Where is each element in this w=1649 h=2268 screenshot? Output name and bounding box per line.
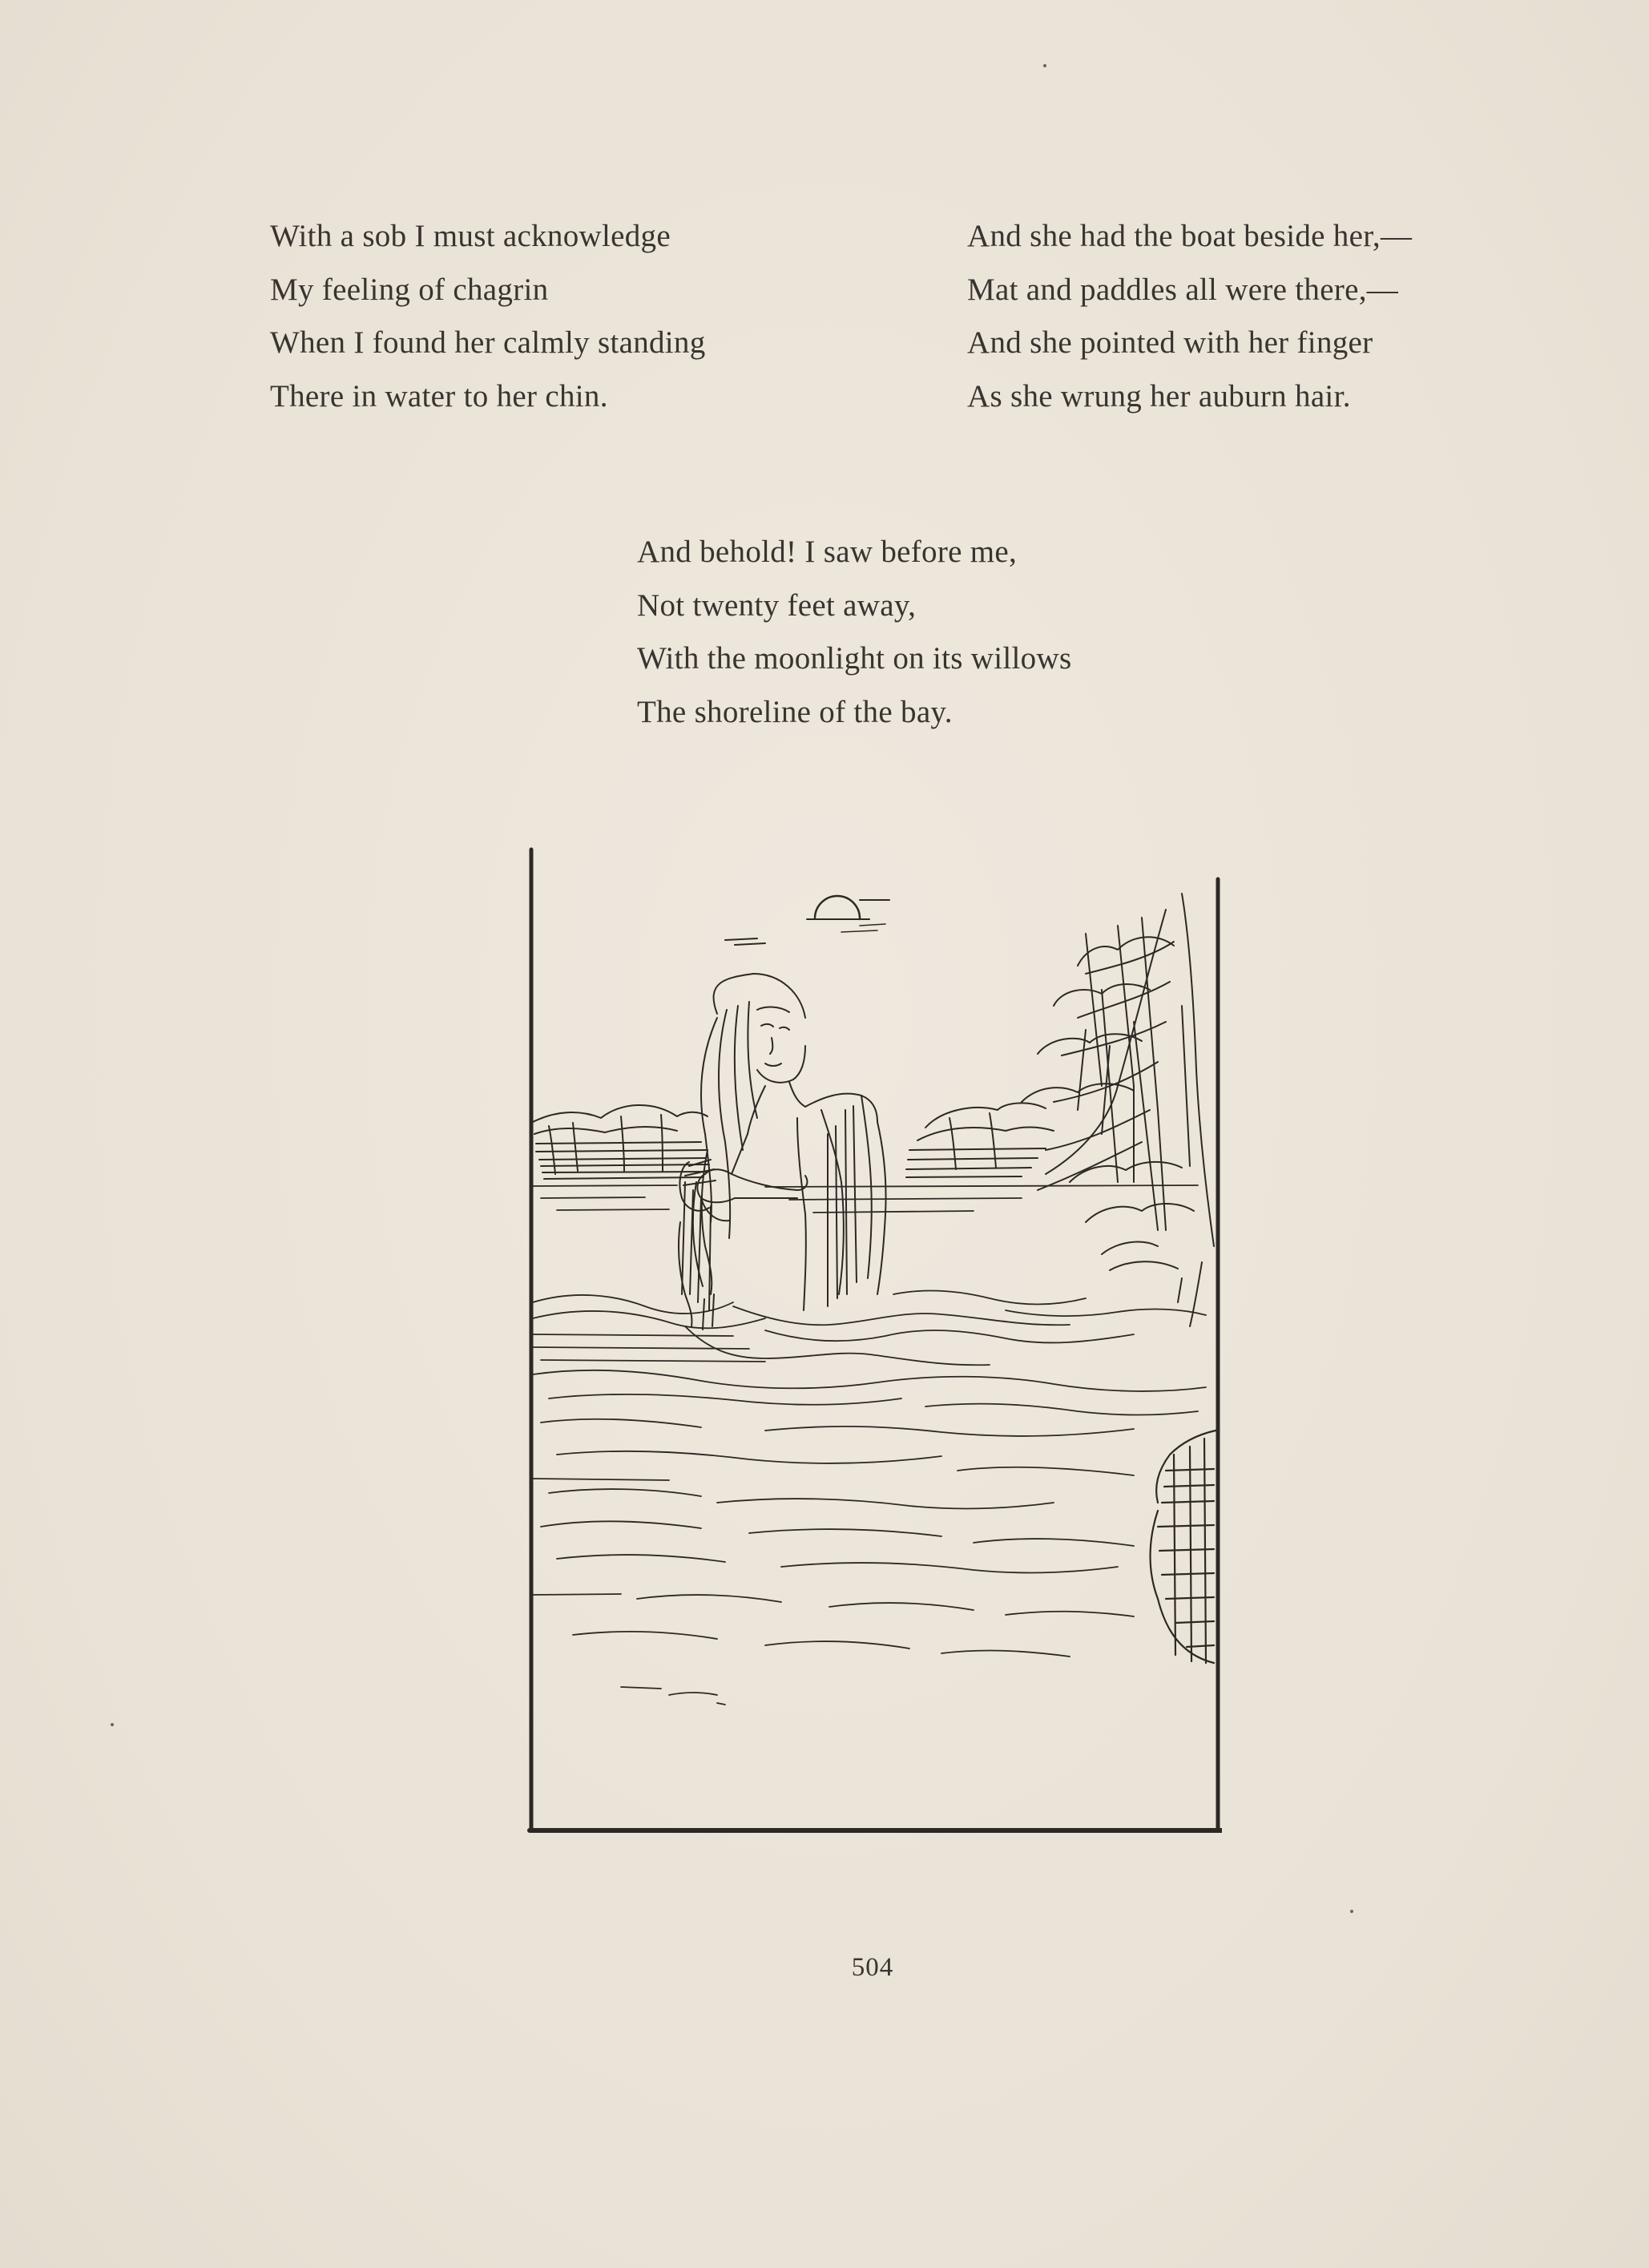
- verse-line: Not twenty feet away,: [637, 587, 917, 623]
- verse-line: With a sob I must acknowledge: [270, 219, 671, 253]
- page-number: 504: [851, 1953, 894, 1982]
- woman-figure: [679, 974, 886, 1330]
- verse-line: When I found her calmly standing: [270, 325, 706, 360]
- verse-line: And behold! I saw before me,: [637, 535, 1018, 569]
- verse-line: And she had the boat beside her,—: [967, 219, 1413, 253]
- pen-and-ink-illustration: [525, 845, 1222, 1835]
- paper-speck: [111, 1723, 114, 1726]
- verse-line: With the moonlight on its willows: [637, 641, 1072, 676]
- moon-icon: [725, 896, 889, 945]
- rocky-shore: [1151, 1431, 1216, 1663]
- paper-speck: [1043, 64, 1046, 67]
- verse-line: As she wrung her auburn hair.: [967, 378, 1351, 414]
- horizon-lines: [533, 1185, 1198, 1213]
- verse-line: And she pointed with her finger: [967, 325, 1373, 360]
- willow-tree: [1022, 894, 1214, 1326]
- verse-line: There in water to her chin.: [270, 378, 608, 414]
- verse-line: My feeling of chagrin: [270, 272, 549, 307]
- distant-hills-right: [906, 1103, 1054, 1177]
- verse-line: The shoreline of the bay.: [637, 694, 953, 729]
- stanza-right: [967, 210, 1412, 423]
- water-waves: [533, 1290, 1206, 1705]
- stanza-left: [270, 210, 706, 423]
- stanza-center: [637, 526, 1071, 739]
- verse-line: Mat and paddles all were there,—: [967, 272, 1399, 307]
- paper-speck: [1350, 1910, 1353, 1913]
- woman-in-water-drawing: [525, 845, 1222, 1835]
